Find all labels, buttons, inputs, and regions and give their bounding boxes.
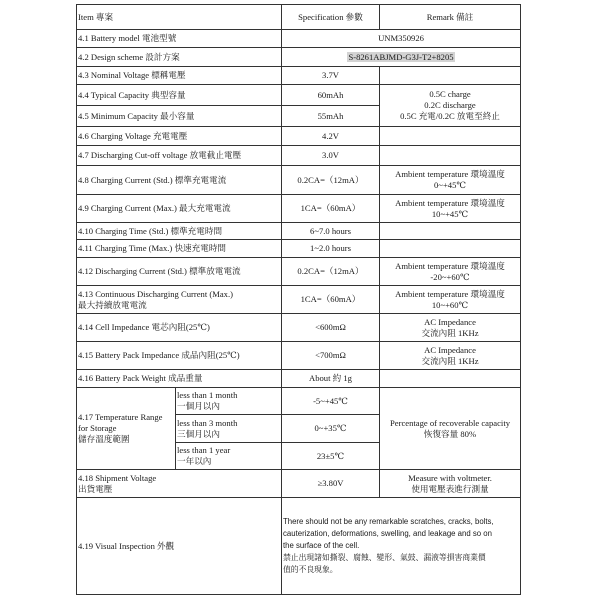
item-line: 儲存溫度範圍 <box>78 433 130 444</box>
spec-value: 0.2CA=（12mA） <box>282 166 380 195</box>
item-label: 4.5 Minimum Capacity 最小容量 <box>77 106 282 127</box>
spec-value: 1CA=（60mA） <box>282 286 380 314</box>
remark-line: 使用電壓表進行測量 <box>411 483 489 494</box>
item-label <box>77 388 176 470</box>
item-label: 4.19 Visual Inspection 外觀 <box>77 498 282 595</box>
highlighted-design-scheme: S-8261ABJMD-G3J-T2+8205 <box>348 51 454 62</box>
remark-value <box>380 240 521 258</box>
table-row <box>77 370 521 388</box>
item-label <box>77 470 282 498</box>
remark-value <box>380 223 521 240</box>
remark-line: 交流內阻 1KHz <box>421 355 479 366</box>
spec-value: UNM350926 <box>282 30 521 48</box>
period-line: 三個月以內 <box>177 428 220 439</box>
spec-value: 1~2.0 hours <box>282 240 380 258</box>
table-row <box>77 286 521 314</box>
spec-value: <700mΩ <box>282 342 380 370</box>
spec-value: About 約 1g <box>282 370 380 388</box>
spec-value: 55mAh <box>282 106 380 127</box>
remark-value <box>380 127 521 146</box>
spec-value: ≥3.80V <box>282 470 380 498</box>
spec-line: 禁止出現諸如撕裂、腐蝕、變形、氣鼓、漏液等損害商業價 <box>283 553 486 563</box>
spec-value: -5~+45℃ <box>282 388 380 415</box>
remark-value <box>380 286 521 314</box>
remark-value <box>380 258 521 286</box>
remark-line: Percentage of recoverable capacity <box>390 417 510 428</box>
spec-value: 3.7V <box>282 67 380 85</box>
remark-value <box>380 166 521 195</box>
remark-value <box>380 314 521 342</box>
spec-value: 0~+35℃ <box>282 415 380 443</box>
table-row <box>77 388 521 415</box>
storage-period <box>176 415 282 443</box>
item-label <box>77 286 282 314</box>
spec-value: 3.0V <box>282 146 380 166</box>
spec-value <box>282 48 521 67</box>
item-line: 4.13 Continuous Discharging Current (Max.) <box>78 288 233 299</box>
remark-line: Ambient temperature 環境溫度 <box>395 169 505 180</box>
remark-value <box>380 85 521 127</box>
item-label: 4.7 Discharging Cut-off voltage 放電截止電壓 <box>77 146 282 166</box>
item-label: 4.14 Cell Impedance 電芯內阻(25℃) <box>77 314 282 342</box>
battery-spec-table <box>76 4 521 595</box>
remark-line: 0.5C charge <box>429 89 471 100</box>
remark-value <box>380 388 521 470</box>
header-specification: Specification 參數 <box>282 5 380 30</box>
table-row <box>77 470 521 498</box>
table-row <box>77 48 521 67</box>
remark-line: Measure with voltmeter. <box>408 472 492 483</box>
remark-value <box>380 470 521 498</box>
remark-line: AC Impedance <box>424 316 476 327</box>
item-label: 4.11 Charging Time (Max.) 快速充電時間 <box>77 240 282 258</box>
spec-value: 1CA=（60mA） <box>282 195 380 223</box>
item-label: 4.16 Battery Pack Weight 成品重量 <box>77 370 282 388</box>
table-row <box>77 30 521 48</box>
table-row <box>77 166 521 195</box>
remark-line: 10~+45℃ <box>431 208 469 219</box>
period-line: less than 1 year <box>177 445 231 456</box>
period-line: 一年以內 <box>177 456 212 466</box>
remark-line: 10~+60℃ <box>431 299 469 310</box>
table-row <box>77 195 521 223</box>
item-line: 最大持續放電電流 <box>78 299 147 310</box>
table-row <box>77 240 521 258</box>
spec-line: 值的不良現象。 <box>283 565 338 575</box>
table-row <box>77 67 521 85</box>
item-line: for Storage <box>78 423 117 434</box>
remark-value <box>380 342 521 370</box>
remark-line: -20~+60℃ <box>430 271 470 282</box>
spec-value <box>282 498 521 595</box>
period-line: less than 1 month <box>177 390 238 401</box>
remark-line: Ambient temperature 環境溫度 <box>395 197 505 208</box>
item-label: 4.10 Charging Time (Std.) 標準充電時間 <box>77 223 282 240</box>
item-line: 出貨電壓 <box>78 483 113 494</box>
table-row <box>77 127 521 146</box>
header-row <box>77 5 521 30</box>
spec-line: the surface of the cell. <box>283 540 360 550</box>
item-label: 4.8 Charging Current (Std.) 標準充電電流 <box>77 166 282 195</box>
item-label: 4.9 Charging Current (Max.) 最大充電電流 <box>77 195 282 223</box>
remark-value <box>380 195 521 223</box>
period-line: 一個月以內 <box>177 401 220 411</box>
spec-line: There should not be any remarkable scratches, cracks, bolts, <box>283 516 494 526</box>
period-line: less than 3 month <box>177 417 238 428</box>
spec-value: 23±5℃ <box>282 443 380 470</box>
remark-value <box>380 370 521 388</box>
remark-line: Ambient temperature 環境溫度 <box>395 260 505 271</box>
remark-line: 交流內阻 1KHz <box>421 327 479 338</box>
spec-value: <600mΩ <box>282 314 380 342</box>
spec-value: 6~7.0 hours <box>282 223 380 240</box>
remark-line: 0~+45℃ <box>434 180 466 190</box>
storage-period <box>176 443 282 470</box>
item-label: 4.4 Typical Capacity 典型容量 <box>77 85 282 106</box>
remark-line: 恢復容量 80% <box>423 428 477 439</box>
remark-line: Ambient temperature 環境溫度 <box>395 288 505 299</box>
spec-value: 4.2V <box>282 127 380 146</box>
table-row <box>77 314 521 342</box>
table-row <box>77 342 521 370</box>
table-row <box>77 85 521 106</box>
table-row <box>77 258 521 286</box>
remark-line: AC Impedance <box>424 344 476 355</box>
storage-period <box>176 388 282 415</box>
table-row <box>77 223 521 240</box>
table-row <box>77 498 521 595</box>
remark-value <box>380 67 521 85</box>
item-label: 4.12 Discharging Current (Std.) 標準放電電流 <box>77 258 282 286</box>
header-remark: Remark 備註 <box>380 5 521 30</box>
item-label: 4.15 Battery Pack Impedance 成品內阻(25℃) <box>77 342 282 370</box>
item-label: 4.1 Battery model 電池型號 <box>77 30 282 48</box>
spec-value: 0.2CA=（12mA） <box>282 258 380 286</box>
remark-line: 0.5C 充電/0.2C 放電至終止 <box>400 110 500 121</box>
spec-line: cauterization, deformations, swelling, and leakage and so on <box>283 528 492 538</box>
spec-value: 60mAh <box>282 85 380 106</box>
item-line: 4.17 Temperature Range <box>78 412 163 423</box>
remark-value <box>380 146 521 166</box>
item-label: 4.6 Charging Voltage 充電電壓 <box>77 127 282 146</box>
remark-line: 0.2C discharge <box>424 100 476 111</box>
header-item: Item 專案 <box>77 5 282 30</box>
table-row <box>77 146 521 166</box>
item-label: 4.2 Design scheme 設計方案 <box>77 48 282 67</box>
item-label: 4.3 Nominal Voltage 標稱電壓 <box>77 67 282 85</box>
item-line: 4.18 Shipment Voltage <box>78 472 157 483</box>
